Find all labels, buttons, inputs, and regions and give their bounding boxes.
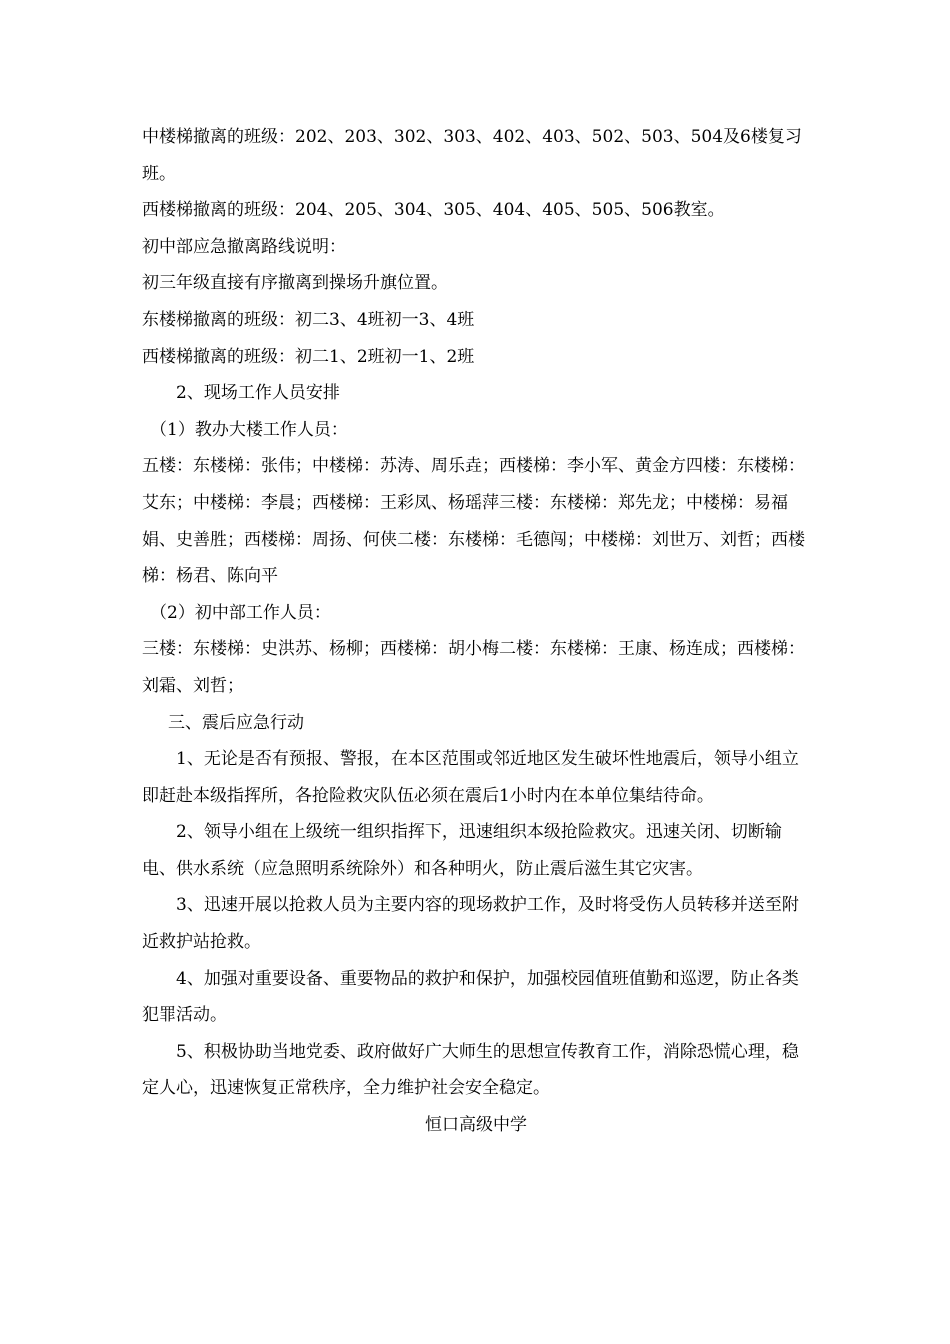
paragraph-junior-route-title: 初中部应急撤离路线说明： — [142, 236, 346, 257]
paragraph-west-stair: 西楼梯撤离的班级：204、205、304、305、404、405、505、506教室。 — [142, 200, 725, 221]
paragraph-junior-staff: 三楼：东楼梯：史洪苏、杨柳；西楼梯：胡小梅二楼：东楼梯：王康、杨连成；西楼梯：刘霜、刘哲； — [142, 639, 805, 696]
paragraph-action-2: 2、领导小组在上级统一组织指挥下，迅速组织本级抢险救灾。迅速关闭、切断输电、供水系统（应急照明系统除外）和各种明火，防止震后滋生其它灾害。 — [142, 822, 782, 879]
paragraph-junior-west-stair: 西楼梯撤离的班级：初二1、2班初一1、2班 — [142, 346, 475, 367]
subsection-junior-staff: （2）初中部工作人员： — [150, 602, 331, 623]
paragraph-junior-east-stair: 东楼梯撤离的班级：初二3、4班初一3、4班 — [142, 309, 475, 330]
subsection-main-building-staff: （1）教办大楼工作人员： — [150, 419, 348, 440]
paragraph-action-5: 5、积极协助当地党委、政府做好广大师生的思想宣传教育工作，消除恐慌心理，稳定人心，迅速恢复正常秩序，全力维护社会安全稳定。 — [142, 1041, 799, 1099]
paragraph-grade-three: 初三年级直接有序撤离到操场升旗位置。 — [142, 273, 448, 294]
signature-school-name: 恒口高级中学 — [425, 1115, 527, 1136]
section-staff-arrangement: 2、现场工作人员安排 — [176, 383, 340, 404]
paragraph-action-3: 3、迅速开展以抢救人员为主要内容的现场救护工作，及时将受伤人员转移并送至附近救护站抢救。 — [142, 895, 799, 953]
paragraph-middle-stair: 中楼梯撤离的班级：202、203、302、303、402、403、502、503、504及6楼复习班。 — [142, 127, 802, 184]
paragraph-main-building-staff: 五楼：东楼梯：张伟；中楼梯：苏涛、周乐垚；西楼梯：李小军、黄金方四楼：东楼梯：艾东；中楼梯：李晨；西楼梯：王彩凤、杨瑶萍三楼：东楼梯：郑先龙；中楼梯：易福娟、史善胜；西楼梯：周扬、何侠二楼：东楼梯：毛德闯；中楼梯：刘世万、刘哲；西楼梯：杨君、陈向平 — [142, 456, 805, 587]
document-page — [142, 119, 810, 1144]
paragraph-action-4: 4、加强对重要设备、重要物品的救护和保护，加强校园值班值勤和巡逻，防止各类犯罪活动。 — [142, 968, 799, 1026]
section-heading-post-quake: 三、震后应急行动 — [168, 712, 304, 733]
paragraph-action-1: 1、无论是否有预报、警报，在本区范围或邻近地区发生破坏性地震后，领导小组立即赶赴本级指挥所，各抢险救灾队伍必须在震后1小时内在本单位集结待命。 — [142, 749, 799, 806]
